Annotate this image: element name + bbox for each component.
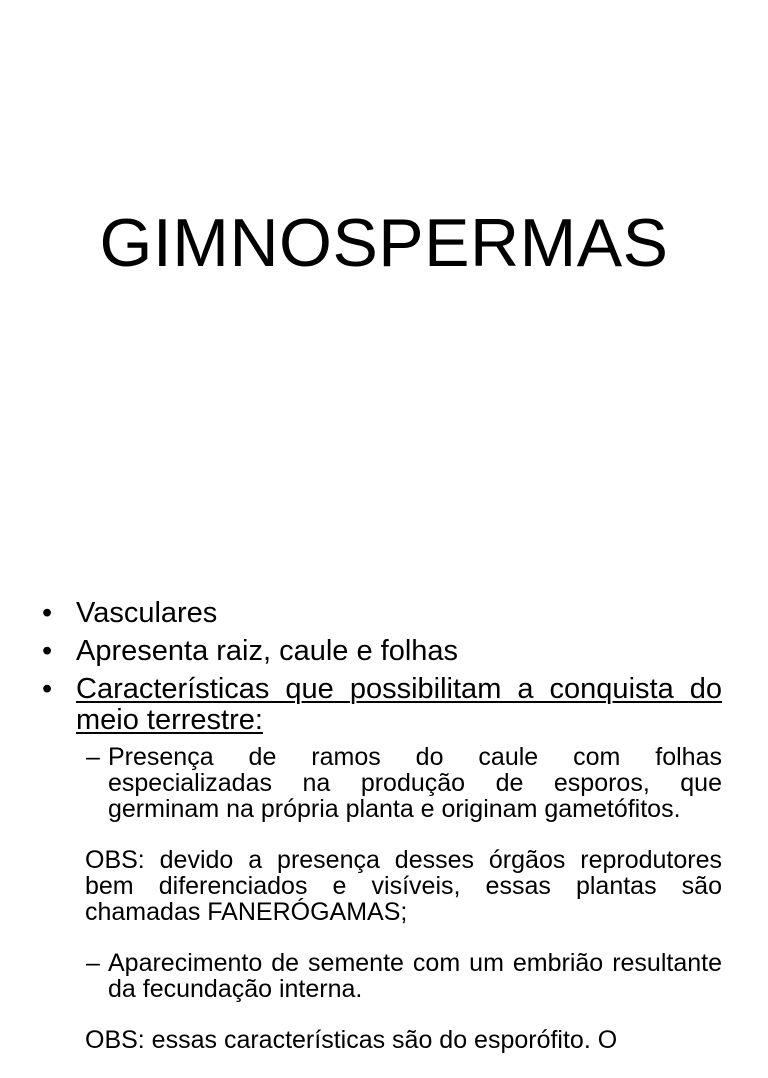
sub-item	[86, 744, 722, 822]
sub-item	[86, 950, 722, 1002]
sub-item-text-esporos: Presença de ramos do caule com folhas especializadas na produção de esporos, que germinam na própria planta e originam gametófitos.	[108, 743, 722, 823]
bullet-marker: •	[42, 597, 53, 629]
sub-item-text-semente: Aparecimento de semente com um embrião resultante da fecundação interna.	[108, 949, 722, 1003]
dash-marker: –	[86, 743, 100, 771]
bullet-text-caracteristicas: Características que possibilitam a conquista do meio terrestre:	[76, 673, 722, 736]
obs-note-fanerogamas: OBS: devido a presença desses órgãos reprodutores bem diferenciados e visíveis, essas plantas são chamadas FANERÓGAMAS;	[85, 846, 722, 926]
bullet-item	[40, 594, 722, 632]
bullet-item	[40, 632, 722, 670]
bullet-marker: •	[42, 635, 53, 667]
slide-content	[40, 594, 722, 1078]
obs-note-esporofito: OBS: essas características são do esporófito. O	[85, 1026, 618, 1054]
bullet-item	[40, 674, 722, 736]
slide-title: GIMNOSPERMAS	[99, 205, 669, 281]
bullet-text-vasculares: Vasculares	[76, 597, 218, 629]
bullet-marker: •	[42, 673, 53, 705]
bullet-text-raiz-caule-folhas: Apresenta raiz, caule e folhas	[76, 635, 459, 667]
dash-marker: –	[86, 949, 100, 977]
